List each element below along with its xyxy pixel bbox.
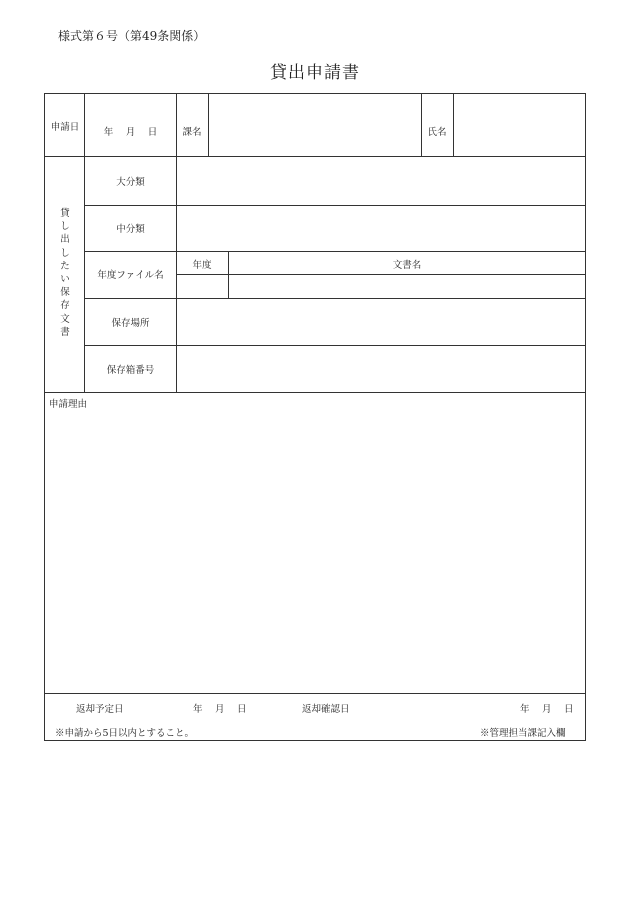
storage-box-number-field[interactable]	[177, 346, 585, 392]
application-date-field[interactable]: 年 月 日	[103, 127, 158, 138]
divider-mid-category	[85, 251, 585, 252]
section-name-label: 課名	[182, 127, 202, 138]
fiscal-year-header: 年度	[192, 260, 212, 271]
file-name-label: 年度ファイル名	[97, 270, 164, 281]
records-group-label	[45, 207, 85, 339]
form-title: 貸出申請書	[270, 63, 360, 83]
records-group-char: し	[60, 221, 70, 233]
form-number: 様式第６号（第49条関係）	[58, 29, 206, 43]
document-name-field[interactable]	[229, 275, 585, 298]
fiscal-year-field[interactable]	[177, 275, 228, 298]
section-name-field[interactable]	[209, 94, 421, 156]
records-group-char: た	[60, 260, 70, 272]
return-due-date-label: 返却予定日	[76, 704, 124, 715]
records-group-char: い	[60, 274, 70, 286]
major-category-field[interactable]	[177, 157, 585, 205]
application-reason-field[interactable]	[45, 409, 585, 693]
document-name-header: 文書名	[392, 260, 422, 271]
applicant-name-label: 氏名	[427, 127, 447, 138]
records-group-char: 書	[60, 326, 70, 338]
storage-box-number-label: 保存箱番号	[106, 365, 155, 376]
records-group-char: 出	[60, 234, 70, 246]
mid-category-field[interactable]	[177, 206, 585, 251]
return-due-date-field[interactable]: 年 月 日	[193, 704, 247, 715]
records-group-char: し	[60, 247, 70, 259]
major-category-label: 大分類	[116, 177, 145, 188]
applicant-name-field[interactable]	[454, 94, 585, 156]
records-group-char: 保	[60, 287, 70, 299]
return-confirm-date-field[interactable]: 年 月 日	[520, 704, 574, 715]
admin-section-note: ※管理担当課記入欄	[480, 728, 566, 739]
records-group-char: 文	[60, 313, 70, 325]
mid-category-label: 中分類	[116, 224, 145, 235]
storage-location-label: 保存場所	[111, 318, 150, 329]
records-group-char: 存	[60, 300, 70, 312]
divider-reason-section	[45, 693, 585, 694]
lending-application-form	[44, 93, 586, 741]
storage-location-field[interactable]	[177, 299, 585, 345]
divider-records-section	[45, 392, 585, 393]
application-date-label: 申請日	[50, 122, 80, 133]
application-reason-label: 申請理由	[49, 399, 88, 410]
submission-deadline-note: ※申請から5日以内とすること。	[55, 728, 195, 739]
return-confirm-date-label: 返却確認日	[302, 704, 350, 715]
records-group-char: 貸	[60, 208, 70, 219]
